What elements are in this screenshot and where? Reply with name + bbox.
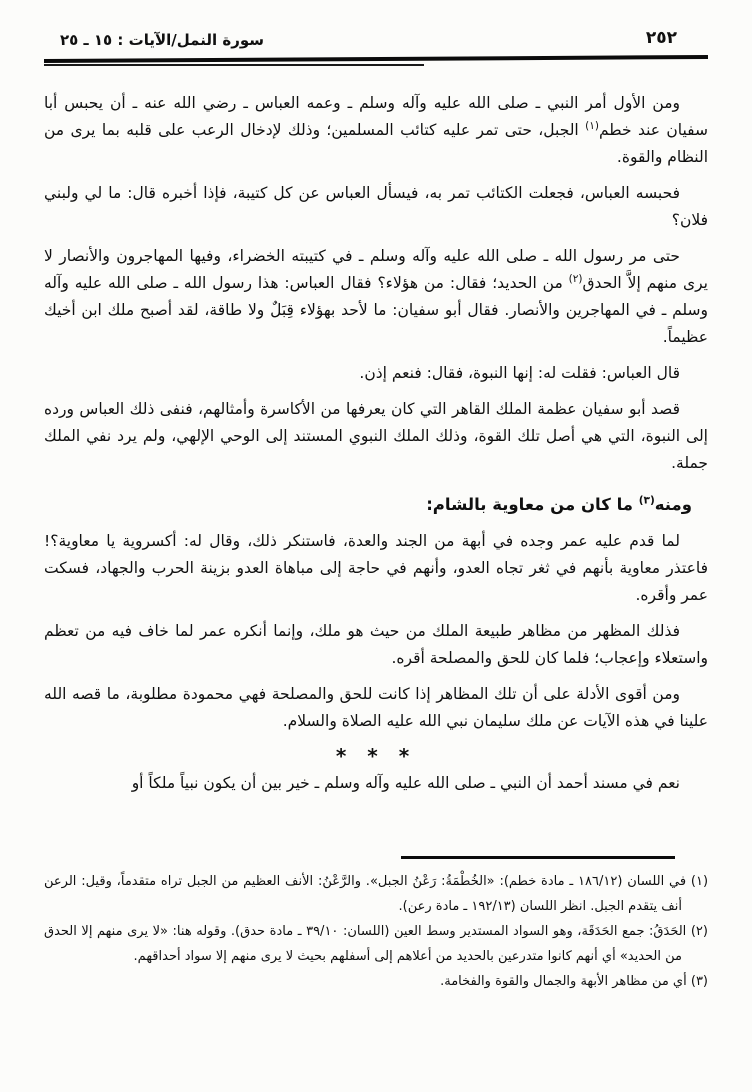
- paragraph: حتى مر رسول الله ـ صلى الله عليه وآله وسلم ـ في كتيبته الخضراء، وفيها المهاجرون والأنصار لا يرى منهم إلاَّ الحدق$^{(٢)}$ من الحديد؛ فقال: من هؤلاء؟ فقال العباس: هذا رسول الله ـ صلى الله عليه وآله وسلم ـ في المهاجرين والأنصار. فقال أبو سفيان: ما لأحد بهؤلاء قِبَلٌ ولا طاقة، لقد أصبح ملك ابن أخيك عظيماً.: [44, 247, 708, 346]
- paragraph: لما قدم عليه عمر وجده في أبهة من الجند والعدة، فاستنكر ذلك، وقال له: أكسروية يا معاوية؟! فاعتذر معاوية بأنهم في ثغر تجاه العدو، وأنهم في حاجة إلى مباهاة العدو بزينة الحرب والجهاد، فسكت عمر وأقره.: [44, 532, 708, 604]
- footnote-marker: (٣): [638, 494, 655, 507]
- footnote-separator-rule: [401, 856, 675, 859]
- paragraph: ومن الأول أمر النبي ـ صلى الله عليه وآله وسلم ـ وعمه العباس ـ رضي الله عنه ـ أن يحبس أبا سفيان عند خطم$^{(١)}$ الجبل، حتى تمر عليه كتائب المسلمين؛ وذلك لإدخال الرعب على قلبه بما يرى من النظام والقوة.: [44, 94, 708, 166]
- page-number: ٢٥٢: [645, 28, 677, 48]
- paragraph: نعم في مسند أحمد أن النبي ـ صلى الله عليه وآله وسلم ـ خير بين أن يكون نبياً ملكاً أو: [131, 774, 680, 792]
- footnote-item: (١) في اللسان (١٨٦/١٢ ـ مادة خطم): «الخُطْمَةُ: رَعْنُ الجبل». والرَّعْنُ: الأنف العظيم من الجبل تراه متقدماً، وقيل: الرعن أنف يتقدم الجبل. انظر اللسان (١٩٢/١٣ ـ مادة رعن).: [44, 874, 709, 914]
- paragraph: قصد أبو سفيان عظمة الملك القاهر التي كان يعرفها من الأكاسرة وأمثالهم، فنفى ذلك العباس ورده إلى النبوة، التي هي أصل تلك القوة، وذلك الملك النبوي المستند إلى الوحي الإلهي، ولم يرد نفي الملك جملة.: [44, 400, 708, 472]
- main-text: [44, 90, 708, 852]
- paragraph: قال العباس: فقلت له: إنها النبوة، فقال: فنعم إذن.: [359, 364, 680, 382]
- footnotes: [44, 869, 708, 994]
- header-chapter-title: سورة النمل/الآيات : ١٥ ـ ٢٥: [60, 31, 264, 49]
- footnote-item: (٣) أي من مظاهر الأبهة والجمال والقوة والفخامة.: [440, 974, 708, 989]
- footnote-marker: (٢): [568, 272, 583, 285]
- header-rule-thin: [44, 64, 424, 66]
- header-rule-thick: [44, 55, 708, 63]
- footnote-marker: (١): [585, 119, 599, 132]
- stars-separator: * * *: [335, 744, 417, 768]
- paragraph: فذلك المظهر من مظاهر طبيعة الملك من حيث هو ملك، وإنما أنكره عمر لما خاف فيه من تعظم واستعلاء وإعجاب؛ فلما كان للحق والمصلحة أقره.: [44, 622, 708, 667]
- paragraph: ومن أقوى الأدلة على أن تلك المظاهر إذا كانت للحق والمصلحة فهي محمودة مطلوبة، ما قصه الله علينا في هذه الآيات عن ملك سليمان نبي الله عليه الصلاة والسلام.: [44, 685, 708, 730]
- section-heading: ومنه$^{(٣)}$ ما كان من معاوية بالشام:: [426, 494, 692, 514]
- footnote-item: (٢) الحَدَقُ: جمع الحَدَقَة، وهو السواد المستدير وسط العين (اللسان: ٣٩/١٠ ـ مادة حدق). وقوله هنا: «لا يرى منهم إلا الحدق من الحديد» أي أنهم كانوا متدرعين بالحديد من أعلاهم إلى أسفلهم بحيث لا يرى منهم إلا سواد أحداقهم.: [44, 924, 708, 964]
- paragraph: فحبسه العباس، فجعلت الكتائب تمر به، فيسأل العباس عن كل كتيبة، فإذا أخبره قال: ما لي ولبني فلان؟: [44, 184, 708, 229]
